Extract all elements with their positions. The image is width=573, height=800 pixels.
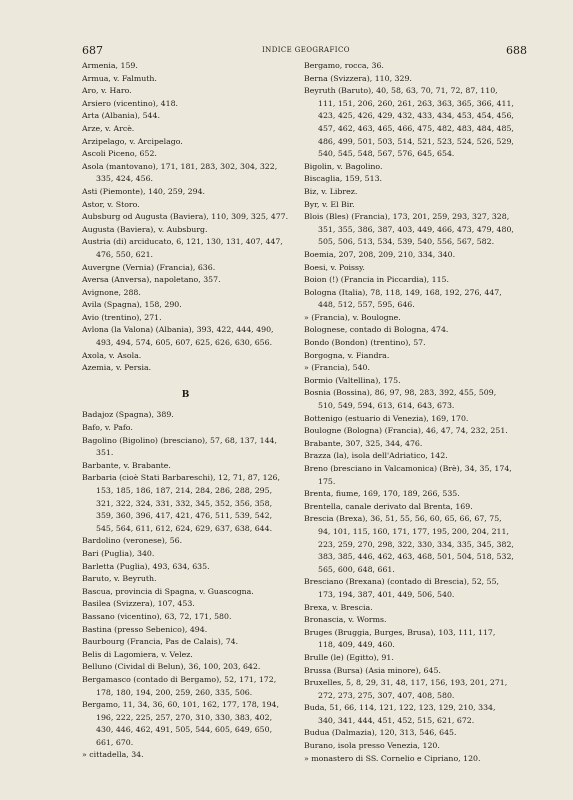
index-entry: Biz, v. Librez.	[304, 186, 358, 196]
index-entry: Azemia, v. Persia.	[82, 363, 152, 373]
section-heading-b: B	[181, 389, 190, 400]
index-entry: Bascua, provincia di Spagna, v. Guascogna.	[82, 586, 254, 596]
index-entry: Bardolino (veronese), 56.	[82, 536, 183, 546]
index-entry: Brabante, 307, 325, 344, 476.	[304, 438, 423, 448]
index-entry: Barletta (Puglia), 493, 634, 635.	[82, 561, 210, 571]
index-entry: Arzipelago, v. Arcipelago.	[82, 136, 183, 146]
entries-a-list	[82, 60, 289, 375]
index-entry: Bastina (presso Sebenico), 494.	[82, 624, 208, 634]
index-entry: Arta (Albania), 544.	[82, 111, 160, 121]
index-entry: Aro, v. Haro.	[82, 86, 132, 96]
index-entry: Asti (Piemonte), 140, 259, 294.	[82, 186, 206, 196]
left-column	[82, 60, 289, 762]
index-entry: » (Francia), 540.	[304, 363, 370, 373]
index-entry: Aubsburg od Augusta (Baviera), 110, 309, 325, 477.	[82, 212, 289, 222]
index-entry: Baurbourg (Francia, Pas de Calais), 74.	[82, 637, 239, 647]
index-entry: Bassano (vicentino), 63, 72, 171, 580.	[82, 611, 232, 621]
index-entry: Bondo (Bondon) (trentino), 57.	[304, 338, 426, 348]
index-entry: Avignone, 288.	[82, 287, 141, 297]
entries-right-list	[304, 60, 514, 765]
index-entry: Brulle (le) (Egitto), 91.	[304, 652, 394, 662]
index-entry: Bruxelles, 5, 8, 29, 31, 48, 117, 156, 193, 201, 271, 272, 273, 275, 307, 407, 408, 580.	[304, 678, 508, 700]
entries-b-list	[82, 409, 289, 762]
index-entry: » (Francia), v. Boulogne.	[304, 312, 401, 322]
index-entry: Arze, v. Arcè.	[82, 123, 135, 133]
index-entry: Avila (Spagna), 158, 290.	[82, 300, 182, 310]
index-entry: Biscaglia, 159, 513.	[304, 174, 383, 184]
index-entry: Barbante, v. Brabante.	[82, 460, 171, 470]
index-entry: Brenta, fiume, 169, 170, 189, 266, 535.	[304, 489, 460, 499]
index-entry: Brussa (Bursa) (Asia minore), 645.	[304, 665, 441, 675]
index-entry: » cittadella, 34.	[82, 750, 144, 760]
index-entry: Bottenigo (estuario di Venezia), 169, 170.	[304, 413, 469, 423]
index-entry: Avio (trentino), 271.	[82, 312, 162, 322]
index-entry: Bafo, v. Pafo.	[82, 423, 133, 433]
index-entry: Breno (bresciano in Valcamonica) (Brè), 34, 35, 174, 175.	[304, 464, 512, 486]
index-entry: Bergamasco (contado di Bergamo), 52, 171, 172, 178, 180, 194, 200, 259, 260, 335, 506.	[82, 674, 277, 697]
index-entry: Brazza (la), isola dell'Adriatico, 142.	[304, 451, 448, 461]
page-number-right: 688	[506, 44, 527, 57]
page-number-left: 687	[82, 44, 103, 57]
index-entry: Bronascia, v. Worms.	[304, 615, 387, 625]
index-entry: Brentella, canale derivato dal Brenta, 169.	[304, 501, 473, 511]
index-entry: Berna (Svizzera), 110, 329.	[304, 73, 412, 83]
index-entry: Barbaria (cioè Stati Barbareschi), 12, 71, 87, 126, 153, 185, 186, 187, 214, 284, 286, 288, 295, 321, 322, 324, 331, 332, 345, 352, 356, 358, 359, 360, 396, 417, 421, 476, 511, 539, 542, 545, 564, 611, 612, 624, 629, 637, 638, 644.	[82, 473, 280, 533]
index-entry: Avlona (la Valona) (Albania), 393, 422, 444, 490, 493, 494, 574, 605, 607, 625, 626, 630, 656.	[82, 325, 274, 348]
index-entry: Aversa (Anversa), napoletano, 357.	[82, 275, 221, 285]
index-entry: Bergamo, 11, 34, 36, 60, 101, 162, 177, 178, 194, 196, 222, 225, 257, 270, 310, 330, 383, 402, 430, 446, 462, 491, 505, 544, 605, 649, 650, 661, 670.	[82, 700, 279, 747]
index-entry: Byr, v. El Bir.	[304, 199, 355, 209]
index-entry: Belluno (Cividal di Belun), 36, 100, 203, 642.	[82, 662, 261, 672]
index-entry: Bolognese, contado di Bologna, 474.	[304, 325, 449, 335]
index-entry: Ascoli Piceno, 652.	[82, 149, 157, 159]
index-entry: Badajoz (Spagna), 389.	[82, 410, 174, 420]
index-entry: Beyruth (Baruto), 40, 58, 63, 70, 71, 72, 87, 110, 111, 151, 206, 260, 261, 263, 363, 365, 366, 411, 423, 425, 426, 429, 432, 433, 434, 453, 454, 456, 457, 462, 463, 465, 466, 475, 482, 483, 484, 485, 486, 499, 501, 503, 514, 521, 523, 524, 526, 529, 540, 545, 548, 567, 576, 645, 654.	[304, 86, 514, 159]
index-entry: Bresciano (Brexana) (contado di Brescia), 52, 55, 173, 194, 387, 401, 449, 506, 540.	[304, 577, 500, 599]
index-entry: Boion (!) (Francia in Piccardia), 115.	[304, 275, 449, 285]
running-title: INDICE GEOGRAFICO	[262, 46, 350, 54]
index-entry: Bagolino (Bigolino) (bresciano), 57, 68, 137, 144, 351.	[82, 435, 277, 458]
index-entry: Bosnia (Bossina), 86, 97, 98, 283, 392, 455, 509, 510, 549, 594, 613, 614, 643, 673.	[304, 388, 497, 411]
index-entry: Boesi, v. Poissy.	[304, 262, 365, 272]
index-entry: Astor, v. Storo.	[82, 199, 140, 209]
right-column	[304, 60, 514, 765]
index-entry: Armenia, 159.	[82, 61, 138, 70]
index-entry: Bari (Puglia), 340.	[82, 548, 155, 558]
index-entry: Bruges (Bruggia, Burges, Brusa), 103, 111, 117, 118, 409, 449, 460.	[304, 627, 496, 650]
index-entry: Basilea (Svizzera), 107, 453.	[82, 599, 195, 609]
index-entry: Bologna (Italia), 78, 118, 149, 168, 192, 276, 447, 448, 512, 557, 595, 646.	[304, 287, 502, 310]
index-entry: Blois (Bles) (Francia), 173, 201, 259, 293, 327, 328, 351, 355, 386, 387, 403, 449, 466, 473, 479, 480, 505, 506, 513, 534, 539, 540, 556, 567, 582.	[304, 212, 514, 247]
index-entry: Budua (Dalmazia), 120, 313, 546, 645.	[304, 728, 457, 738]
index-entry: Auvergne (Vernia) (Francia), 636.	[82, 262, 216, 272]
index-entry: Axola, v. Asola.	[82, 350, 142, 360]
index-entry: Augusta (Baviera), v. Aubsburg.	[82, 224, 208, 234]
index-entry: Bormio (Valtellina), 175.	[304, 375, 401, 385]
index-entry: Arsiero (vicentino), 418.	[82, 98, 179, 108]
index-entry: Austria (di) arciducato, 6, 121, 130, 131, 407, 447, 476, 550, 621.	[82, 237, 283, 259]
index-entry: Boulogne (Bologna) (Francia), 46, 47, 74, 232, 251.	[304, 426, 508, 436]
index-entry: Buda, 51, 66, 114, 121, 122, 123, 129, 210, 334, 340, 341, 444, 451, 452, 515, 621, 672.	[304, 703, 496, 725]
index-entry: Asola (mantovano), 171, 181, 283, 302, 304, 322, 335, 424, 456.	[82, 161, 278, 184]
index-entry: Bigolin, v. Bagolino.	[304, 161, 383, 171]
index-entry: Burano, isola presso Venezia, 120.	[304, 741, 440, 751]
index-entry: Brescia (Brexa), 36, 51, 55, 56, 60, 65, 66, 67, 75, 94, 101, 115, 160, 171, 177, 195, 200, 204, 211, 223, 259, 270, 298, 322, 330, 334, 335, 345, 382, 383, 385, 446, 462, 463, 468, 501, 504, 518, 532, 565, 600, 648, 661.	[304, 514, 514, 574]
index-entry: Boemia, 207, 208, 209, 210, 334, 340.	[304, 249, 456, 259]
index-entry: Armua, v. Falmuth.	[82, 73, 157, 83]
index-entry: » monastero di SS. Cornelio e Cipriano, 120.	[304, 753, 481, 763]
index-entry: Belis di Lagomiera, v. Velez.	[82, 649, 193, 659]
index-entry: Baruto, v. Beyruth.	[82, 574, 157, 584]
index-entry: Bergamo, rocca, 36.	[304, 61, 384, 70]
index-entry: Borgogna, v. Fiandra.	[304, 350, 390, 360]
index-entry: Brexa, v. Brescia.	[304, 602, 373, 612]
